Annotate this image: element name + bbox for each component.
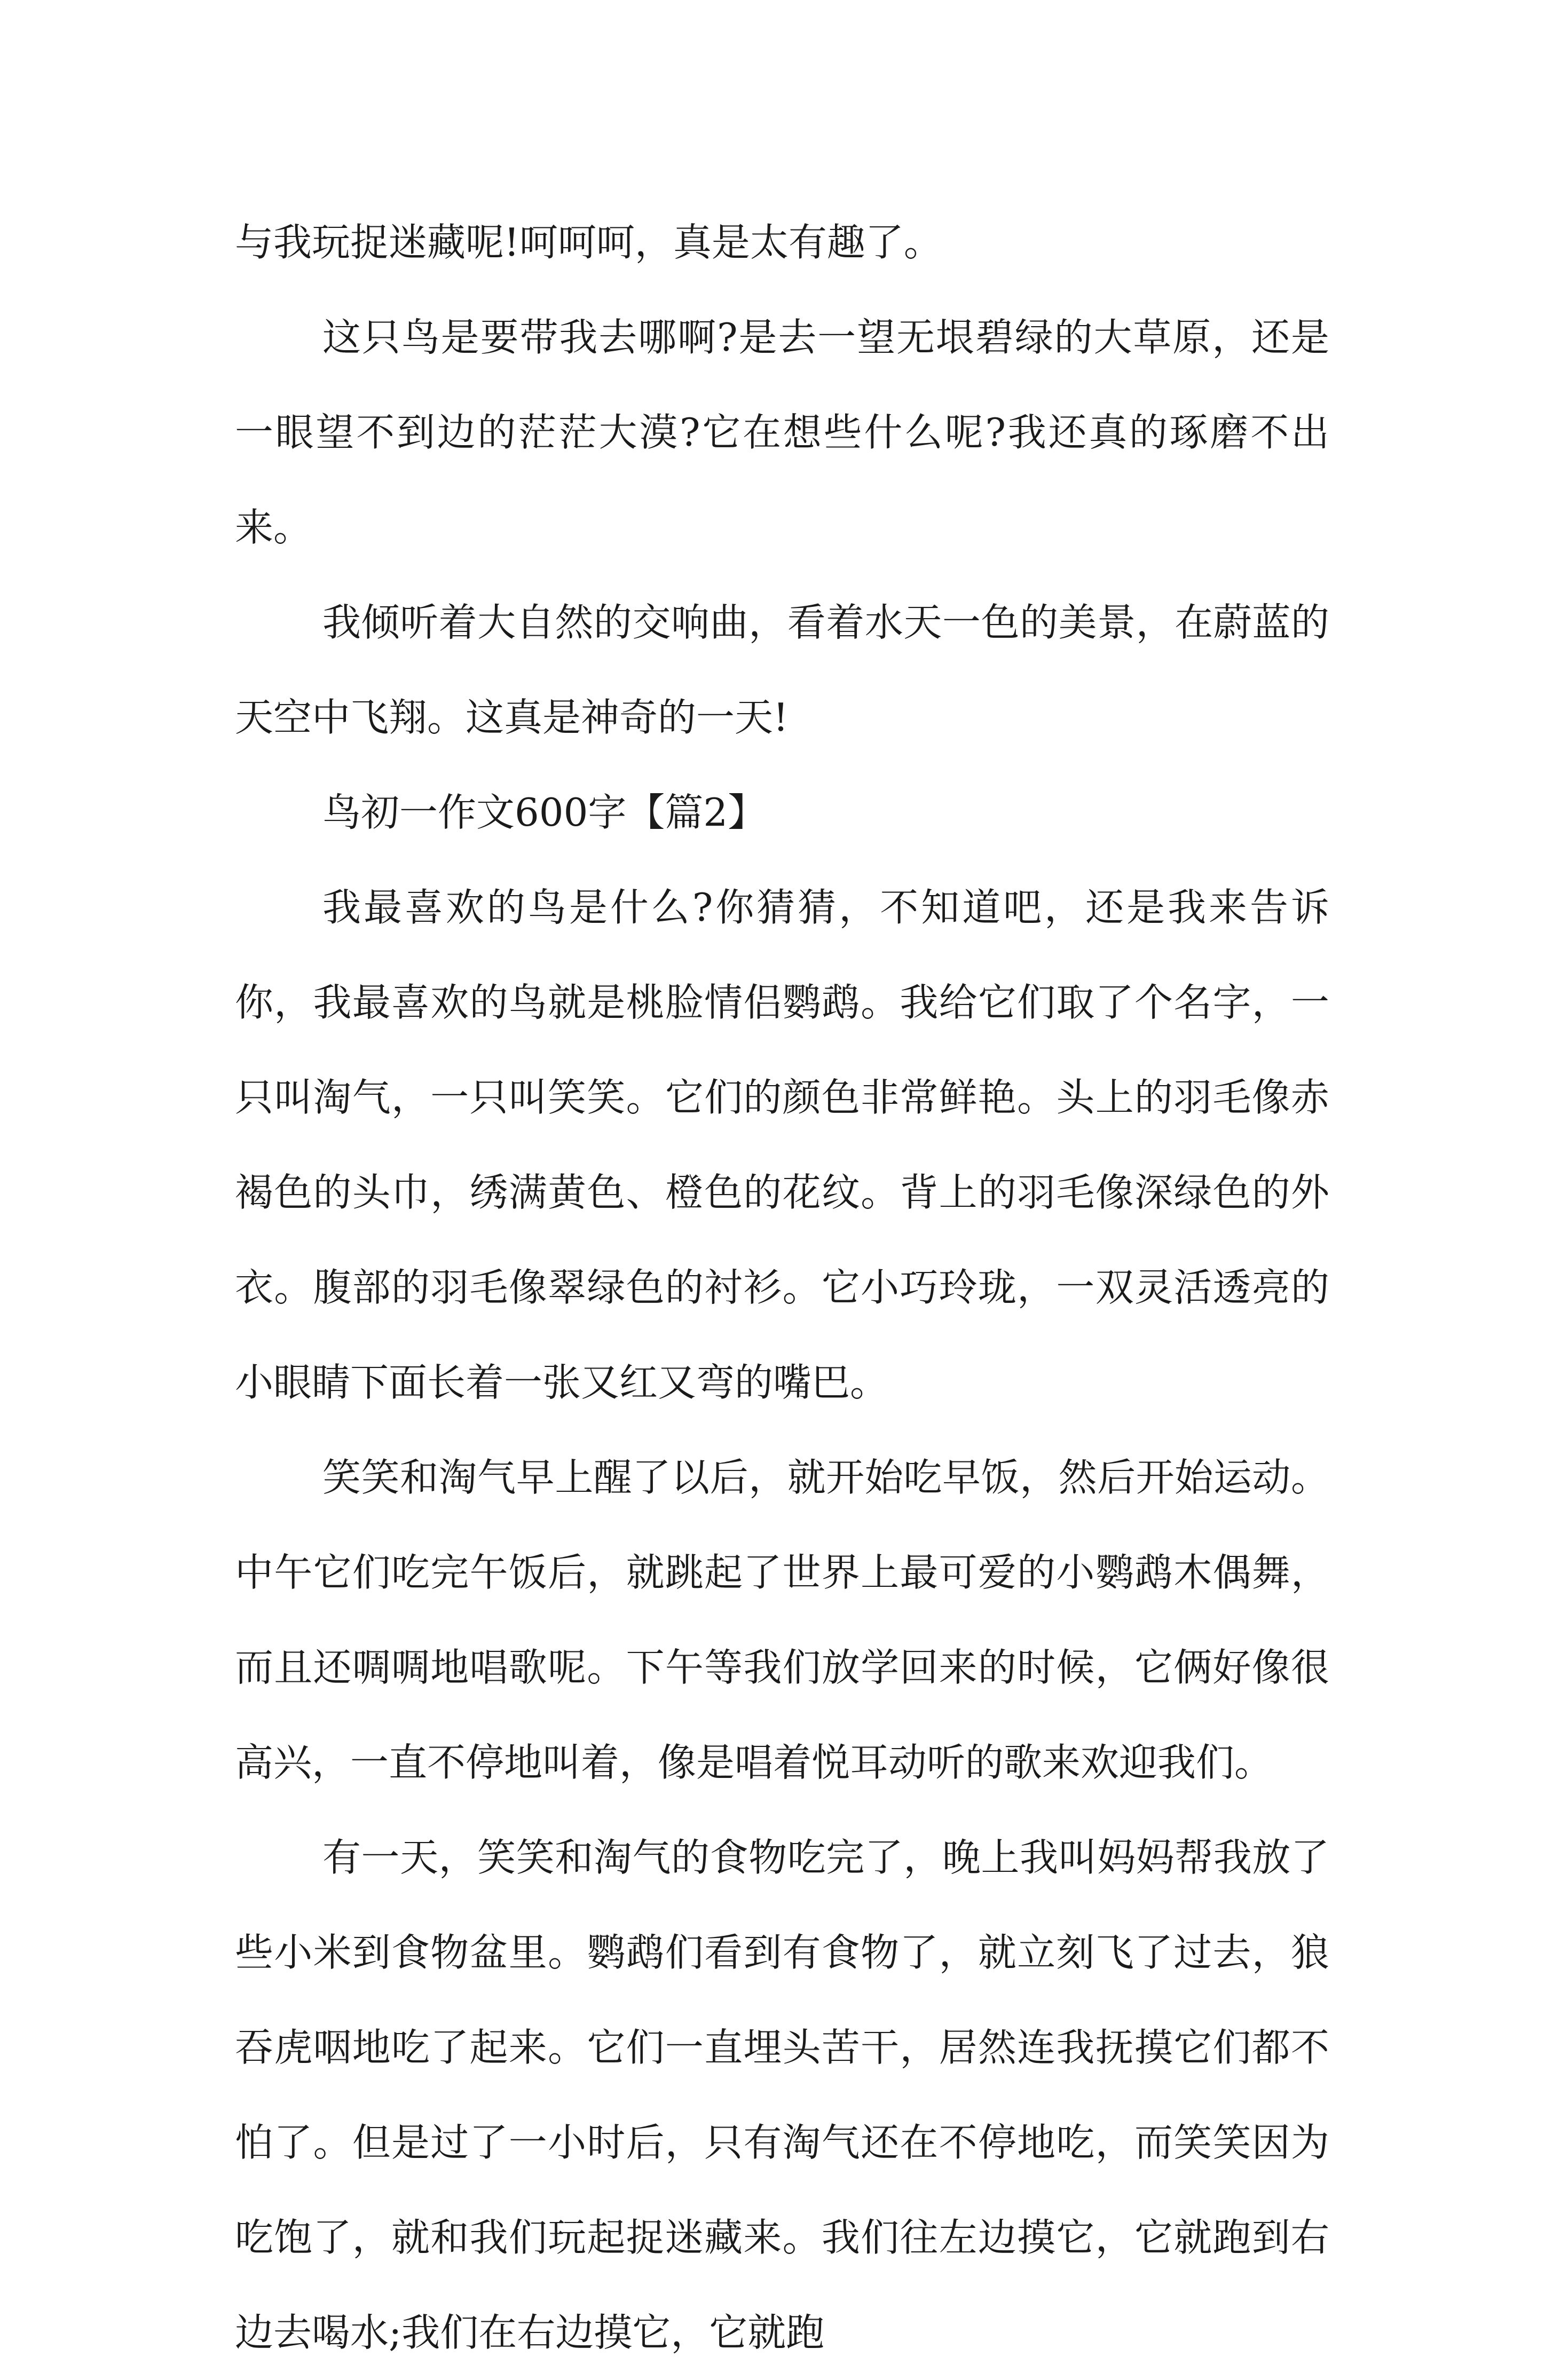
paragraph-continuation: 与我玩捉迷藏呢!呵呵呵，真是太有趣了。 [235, 220, 942, 265]
paragraph: 我最喜欢的鸟是什么?你猜猜，不知道吧，还是我来告诉你，我最喜欢的鸟就是桃脸情侣鹦鹉。我给它们取了个名字，一只叫淘气，一只叫笑笑。它们的颜色非常鲜艳。头上的羽毛像赤褐色的头巾，绣满黄色、橙色的花纹。背上的羽毛像深绿色的外衣。腹部的羽毛像翠绿色的衬衫。它小巧玲珑，一双灵活透亮的小眼睛下面长着一张又红又弯的嘴巴。 [235, 885, 1329, 1405]
document-body [235, 195, 1329, 2380]
paragraph: 笑笑和淘气早上醒了以后，就开始吃早饭，然后开始运动。中午它们吃完午饭后，就跳起了世界上最可爱的小鹦鹉木偶舞，而且还啁啁地唱歌呢。下午等我们放学回来的时候，它俩好像很高兴，一直不停地叫着，像是唱着悦耳动听的歌来欢迎我们。 [235, 1455, 1329, 1785]
paragraph: 有一天，笑笑和淘气的食物吃完了，晚上我叫妈妈帮我放了些小米到食物盆里。鹦鹉们看到有食物了，就立刻飞了过去，狼吞虎咽地吃了起来。它们一直埋头苦干，居然连我抚摸它们都不怕了。但是过了一小时后，只有淘气还在不停地吃，而笑笑因为吃饱了，就和我们玩起捉迷藏来。我们往左边摸它，它就跑到右边去喝水;我们在右边摸它，它就跑 [235, 1835, 1329, 2355]
section-heading: 鸟初一作文600字【篇2】 [322, 790, 767, 835]
paragraph: 我倾听着大自然的交响曲，看着水天一色的美景，在蔚蓝的天空中飞翔。这真是神奇的一天! [235, 600, 1329, 740]
paragraph: 这只鸟是要带我去哪啊?是去一望无垠碧绿的大草原，还是一眼望不到边的茫茫大漠?它在想些什么呢?我还真的琢磨不出来。 [235, 315, 1329, 550]
